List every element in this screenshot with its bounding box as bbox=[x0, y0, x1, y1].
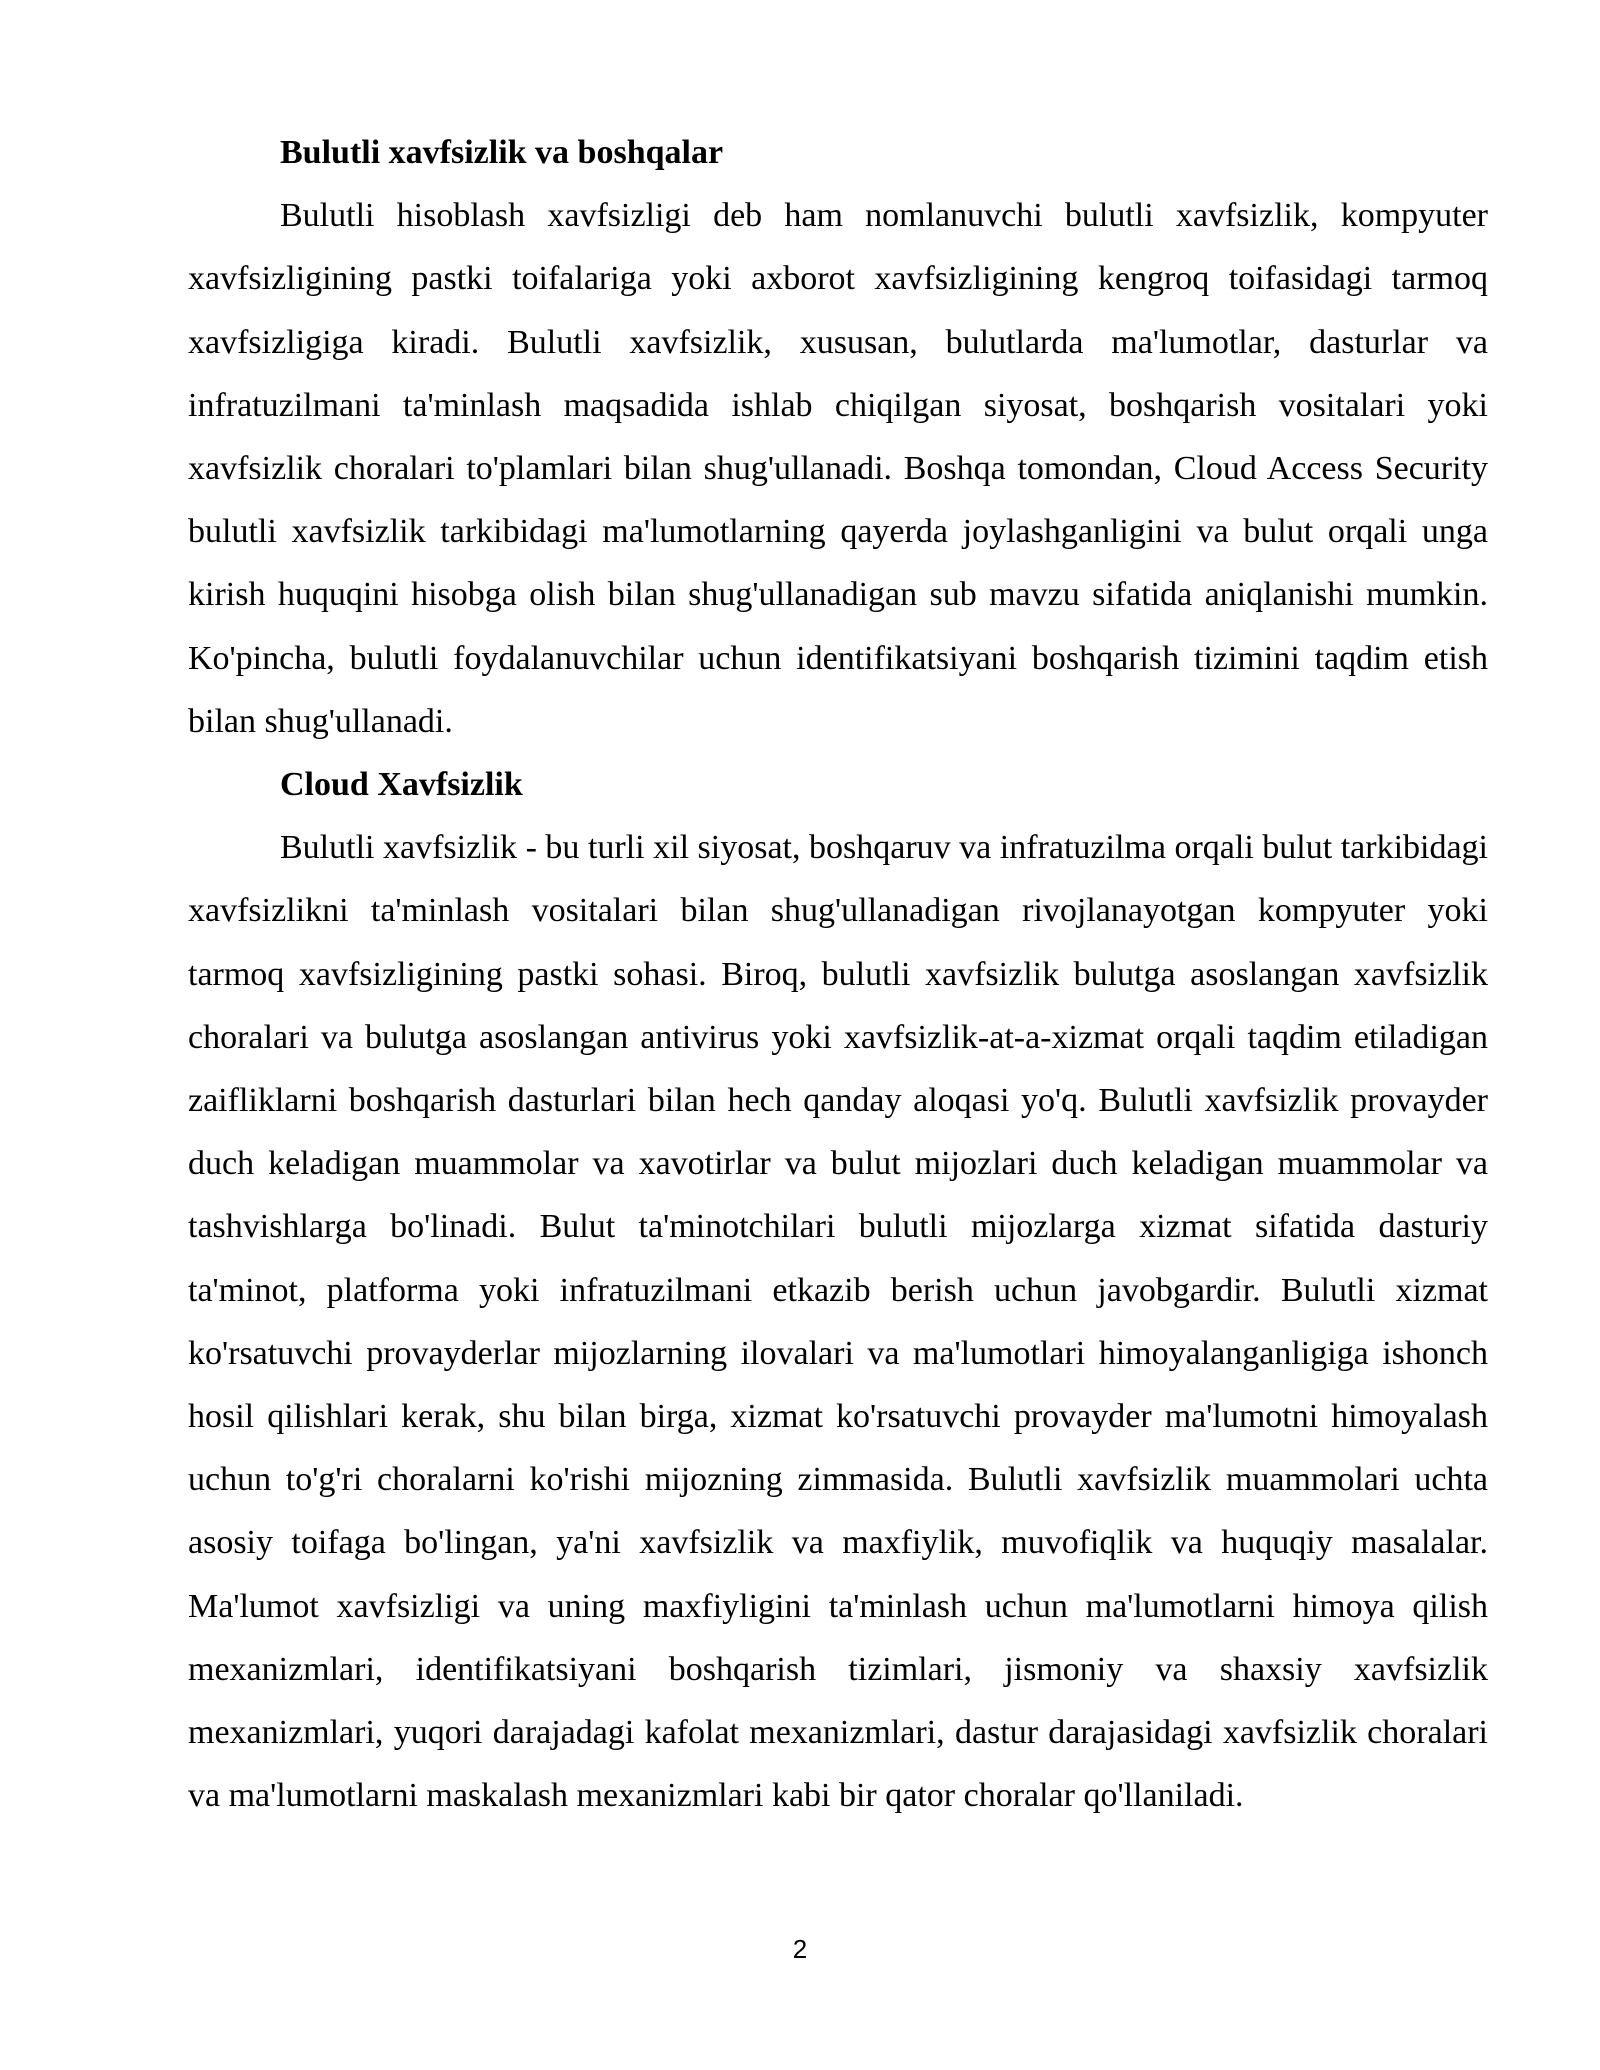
page-number: 2 bbox=[792, 1934, 808, 1964]
section-paragraph-cloud-xavfsizlik: Bulutli xavfsizlik - bu turli xil siyosat, boshqaruv va infratuzilma orqali bulut tarkibidagi xavfsizlikni ta'minlash vositalari bilan shug'ullanadigan rivojlanayotgan kompyuter yoki tarmoq xavfsizligining pastki sohasi. Biroq, bulutli xavfsizlik bulutga asoslangan xavfsizlik choralari va bulutga asoslangan antivirus yoki xavfsizlik-at-a-xizmat orqali taqdim etiladigan zaifliklarni boshqarish dasturlari bilan hech qanday aloqasi yo'q. Bulutli xavfsizlik provayder duch keladigan muammolar va xavotirlar va bulut mijozlari duch keladigan muammolar va tashvishlarga bo'linadi. Bulut ta'minotchilari bulutli mijozlarga xizmat sifatida dasturiy ta'minot, platforma yoki infratuzilmani etkazib berish uchun javobgardir. Bulutli xizmat ko'rsatuvchi provayderlar mijozlarning ilovalari va ma'lumotlari himoyalanganligiga ishonch hosil qilishlari kerak, shu bilan birga, xizmat ko'rsatuvchi provayder ma'lumotni himoyalash uchun to'g'ri choralarni ko'rishi mijozning zimmasida. Bulutli xavfsizlik muammolari uchta asosiy toifaga bo'lingan, ya'ni xavfsizlik va maxfiylik, muvofiqlik va huquqiy masalalar. Ma'lumot xavfsizligi va uning maxfiyligini ta'minlash uchun ma'lumotlarni himoya qilish mexanizmlari, identifikatsiyani boshqarish tizimlari, jismoniy va shaxsiy xavfsizlik mexanizmlari, yuqori darajadagi kafolat mexanizmlari, dastur darajasidagi xavfsizlik choralari va ma'lumotlarni maskalash mexanizmlari kabi bir qator choralar qo'llaniladi. bbox=[188, 829, 1488, 1815]
document-page bbox=[188, 121, 1488, 1827]
section-paragraph-bulutli-xavfsizlik: Bulutli hisoblash xavfsizligi deb ham nomlanuvchi bulutli xavfsizlik, kompyuter xavfsizligining pastki toifalariga yoki axborot xavfsizligining kengroq toifasidagi tarmoq xavfsizligiga kiradi. Bulutli xavfsizlik, xususan, bulutlarda ma'lumotlar, dasturlar va infratuzilmani ta'minlash maqsadida ishlab chiqilgan siyosat, boshqarish vositalari yoki xavfsizlik choralari to'plamlari bilan shug'ullanadi. Boshqa tomondan, Cloud Access Security bulutli xavfsizlik tarkibidagi ma'lumotlarning qayerda joylashganligini va bulut orqali unga kirish huquqini hisobga olish bilan shug'ullanadigan sub mavzu sifatida aniqlanishi mumkin. Ko'pincha, bulutli foydalanuvchilar uchun identifikatsiyani boshqarish tizimini taqdim etish bilan shug'ullanadi. bbox=[188, 197, 1488, 740]
section-heading-cloud-xavfsizlik: Cloud Xavfsizlik bbox=[280, 766, 523, 804]
section-heading-bulutli-xavfsizlik: Bulutli xavfsizlik va boshqalar bbox=[280, 134, 724, 171]
